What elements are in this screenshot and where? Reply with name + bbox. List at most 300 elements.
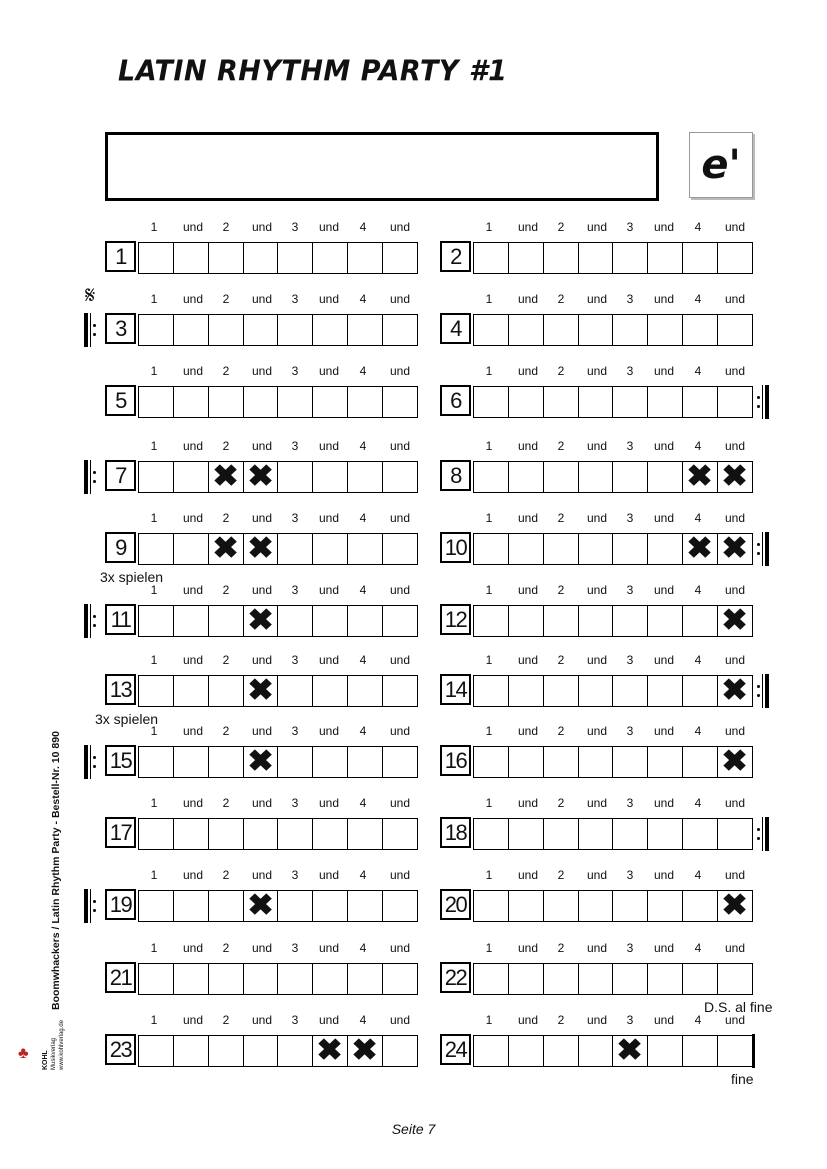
- beat-label: 2: [222, 868, 230, 882]
- beat-cell: [648, 315, 683, 345]
- beat-cell: [382, 534, 417, 564]
- repeat-start-sign: [84, 889, 98, 923]
- beat-cell: [313, 676, 348, 706]
- beat-label: 2: [222, 941, 230, 955]
- beat-cell: [209, 243, 244, 273]
- beat-cell: [278, 891, 313, 921]
- beat-cell: [139, 819, 174, 849]
- beat-label: und: [182, 653, 204, 667]
- beat-label: und: [182, 796, 204, 810]
- measure-18: [440, 796, 760, 856]
- measure-11: [105, 583, 425, 643]
- measure-number: 19: [105, 889, 136, 920]
- beat-cell: [578, 964, 613, 994]
- beat-label: und: [653, 364, 675, 378]
- beat-cell: [509, 387, 544, 417]
- beat-label: 4: [359, 796, 367, 810]
- beat-cell: [209, 315, 244, 345]
- beat-label: 2: [557, 292, 565, 306]
- beat-label: und: [318, 511, 340, 525]
- beat-label: und: [182, 583, 204, 597]
- beat-cell: [613, 676, 648, 706]
- beat-cell: [544, 676, 579, 706]
- beat-cell: [243, 819, 278, 849]
- beat-cell: [613, 606, 648, 636]
- beat-label: 4: [359, 583, 367, 597]
- beat-label: 2: [557, 439, 565, 453]
- beat-label: und: [318, 724, 340, 738]
- beat-label: 3: [626, 724, 634, 738]
- measure-number: 1: [105, 241, 136, 272]
- beat-label: und: [182, 511, 204, 525]
- beat-label: und: [251, 292, 273, 306]
- beat-cell: [717, 964, 752, 994]
- beat-label: 2: [557, 868, 565, 882]
- beat-label: 1: [485, 292, 493, 306]
- beat-label: 1: [150, 796, 158, 810]
- beat-grid: [473, 533, 753, 565]
- repeat-end-sign: [757, 817, 771, 851]
- beat-label: und: [389, 364, 411, 378]
- beat-label: 3: [291, 1013, 299, 1027]
- beat-label: 4: [359, 1013, 367, 1027]
- beat-label-row: [440, 292, 753, 308]
- beat-cell: [243, 964, 278, 994]
- beat-cell: [474, 676, 509, 706]
- beat-label: 1: [485, 511, 493, 525]
- beat-label: und: [586, 796, 608, 810]
- beat-label: und: [724, 511, 746, 525]
- beat-label: und: [318, 653, 340, 667]
- hit-x-icon: ✖: [686, 532, 713, 565]
- beat-cell: [717, 315, 752, 345]
- beat-label: und: [251, 653, 273, 667]
- beat-cell: [209, 891, 244, 921]
- beat-cell: [348, 964, 383, 994]
- beat-label: 4: [694, 868, 702, 882]
- beat-cell: [717, 534, 752, 564]
- beat-cell: [474, 891, 509, 921]
- measure-4: [440, 292, 760, 352]
- repeat-start-sign: [84, 460, 98, 494]
- beat-label: 1: [150, 1013, 158, 1027]
- page-title: LATIN RHYTHM PARTY #1: [118, 55, 508, 88]
- measure-2: [440, 220, 760, 280]
- beat-cell: [544, 387, 579, 417]
- beat-label: und: [182, 868, 204, 882]
- beat-label: und: [586, 364, 608, 378]
- beat-grid: [138, 386, 418, 418]
- beat-cell: [243, 534, 278, 564]
- beat-grid: [138, 1035, 418, 1067]
- hit-x-icon: ✖: [247, 745, 274, 778]
- beat-label: und: [389, 796, 411, 810]
- beat-label: 3: [291, 364, 299, 378]
- beat-cell: [648, 891, 683, 921]
- beat-label: und: [517, 653, 539, 667]
- beat-label: und: [586, 941, 608, 955]
- beat-cell: [509, 747, 544, 777]
- measure-number: 11: [105, 604, 136, 635]
- beat-label: und: [586, 511, 608, 525]
- hit-x-icon: ✖: [351, 1034, 378, 1067]
- beat-label: und: [389, 724, 411, 738]
- hit-x-icon: ✖: [247, 460, 274, 493]
- beat-cell: [544, 747, 579, 777]
- beat-cell: [717, 891, 752, 921]
- beat-label: und: [586, 292, 608, 306]
- hit-x-icon: ✖: [247, 604, 274, 637]
- beat-cell: [544, 606, 579, 636]
- beat-label: 1: [485, 724, 493, 738]
- measure-number: 24: [440, 1034, 471, 1065]
- beat-label: und: [653, 439, 675, 453]
- beat-cell: [139, 315, 174, 345]
- beat-cell: [313, 891, 348, 921]
- beat-label: und: [389, 653, 411, 667]
- beat-cell: [578, 676, 613, 706]
- beat-label-row: [105, 292, 418, 308]
- publisher-sub: Musikverlag: [51, 1037, 57, 1070]
- repeat-end-sign: [757, 532, 771, 566]
- beat-cell: [474, 243, 509, 273]
- beat-label: 2: [222, 511, 230, 525]
- beat-label: und: [251, 583, 273, 597]
- beat-cell: [348, 462, 383, 492]
- beat-cell: [544, 315, 579, 345]
- beat-cell: [139, 964, 174, 994]
- beat-cell: [243, 315, 278, 345]
- beat-label: und: [251, 511, 273, 525]
- beat-cell: [648, 606, 683, 636]
- beat-grid: [138, 533, 418, 565]
- beat-label: und: [251, 1013, 273, 1027]
- beat-grid: [473, 605, 753, 637]
- beat-label: 4: [359, 511, 367, 525]
- beat-label: 3: [626, 439, 634, 453]
- beat-cell: [613, 964, 648, 994]
- beat-label-row: [105, 1013, 418, 1029]
- beat-grid: [473, 242, 753, 274]
- beat-label: 3: [626, 364, 634, 378]
- beat-grid: [473, 818, 753, 850]
- hit-x-icon: ✖: [616, 1034, 644, 1067]
- beat-cell: [578, 315, 613, 345]
- beat-label: und: [389, 868, 411, 882]
- beat-grid: [473, 890, 753, 922]
- beat-grid: [473, 746, 753, 778]
- measure-19: [105, 868, 425, 928]
- beat-cell: [139, 462, 174, 492]
- publisher-logo: [18, 1000, 66, 1070]
- beat-cell: [209, 1036, 244, 1066]
- beat-cell: [174, 462, 209, 492]
- beat-cell: [578, 1036, 613, 1066]
- beat-label: 2: [557, 583, 565, 597]
- measure-13: [105, 653, 425, 713]
- beat-label: und: [653, 220, 675, 234]
- beat-cell: [174, 1036, 209, 1066]
- beat-label: 4: [694, 724, 702, 738]
- beat-label: 4: [694, 511, 702, 525]
- beat-cell: [348, 534, 383, 564]
- beat-label-row: [105, 220, 418, 236]
- beat-label: und: [251, 220, 273, 234]
- beat-label: und: [318, 364, 340, 378]
- beat-label: und: [389, 583, 411, 597]
- beat-label: und: [251, 724, 273, 738]
- measure-6: [440, 364, 760, 424]
- beat-cell: [578, 606, 613, 636]
- beat-label: 3: [291, 724, 299, 738]
- beat-cell: [544, 462, 579, 492]
- beat-cell: [174, 964, 209, 994]
- beat-label: und: [653, 724, 675, 738]
- beat-cell: [139, 891, 174, 921]
- beat-grid: [138, 314, 418, 346]
- beat-cell: [313, 315, 348, 345]
- measure-17: [105, 796, 425, 856]
- beat-grid: [138, 605, 418, 637]
- beat-label: 1: [150, 724, 158, 738]
- beat-cell: [382, 606, 417, 636]
- hit-x-icon: ✖: [721, 604, 748, 637]
- beat-grid: [473, 963, 753, 995]
- note-label: e': [689, 132, 753, 198]
- beat-label-row: [440, 724, 753, 740]
- beat-cell: [313, 1036, 348, 1066]
- beat-cell: [683, 387, 718, 417]
- measure-number: 13: [105, 674, 136, 705]
- beat-label: 3: [291, 868, 299, 882]
- beat-label: 2: [222, 292, 230, 306]
- beat-cell: [139, 676, 174, 706]
- beat-cell: [509, 891, 544, 921]
- beat-label: und: [182, 1013, 204, 1027]
- beat-cell: [209, 819, 244, 849]
- beat-label: und: [724, 796, 746, 810]
- measure-16: [440, 724, 760, 784]
- beat-label: 2: [557, 724, 565, 738]
- beat-cell: [648, 964, 683, 994]
- beat-cell: [613, 243, 648, 273]
- measure-number: 20: [440, 889, 471, 920]
- beat-label-row: [105, 439, 418, 455]
- measure-24: [440, 1013, 760, 1073]
- measure-number: 18: [440, 817, 471, 848]
- beat-label: 2: [557, 796, 565, 810]
- beat-cell: [683, 747, 718, 777]
- beat-label: und: [517, 511, 539, 525]
- beat-cell: [509, 606, 544, 636]
- beat-label: 4: [694, 439, 702, 453]
- beat-cell: [544, 891, 579, 921]
- beat-label: und: [724, 364, 746, 378]
- beat-cell: [209, 606, 244, 636]
- measure-number: 14: [440, 674, 471, 705]
- beat-label: 4: [359, 220, 367, 234]
- beat-cell: [717, 243, 752, 273]
- beat-label: und: [724, 1013, 746, 1027]
- beat-cell: [209, 964, 244, 994]
- beat-label: und: [586, 220, 608, 234]
- beat-label: und: [653, 796, 675, 810]
- beat-cell: [382, 1036, 417, 1066]
- beat-label: 2: [222, 1013, 230, 1027]
- beat-grid: [473, 1035, 753, 1067]
- measure-23: [105, 1013, 425, 1073]
- beat-label: und: [182, 439, 204, 453]
- beat-label: 2: [222, 439, 230, 453]
- beat-label: 3: [626, 583, 634, 597]
- beat-cell: [209, 747, 244, 777]
- hit-x-icon: ✖: [686, 460, 713, 493]
- beat-cell: [348, 315, 383, 345]
- measure-3: [105, 292, 425, 352]
- beat-cell: [509, 1036, 544, 1066]
- beat-cell: [578, 387, 613, 417]
- final-barline: [752, 1034, 755, 1068]
- beat-cell: [578, 243, 613, 273]
- beat-cell: [683, 1036, 718, 1066]
- beat-cell: [348, 891, 383, 921]
- beat-label-row: [105, 796, 418, 812]
- beat-cell: [578, 534, 613, 564]
- beat-cell: [648, 534, 683, 564]
- measure-number: 15: [105, 745, 136, 776]
- measure-number: 21: [105, 962, 136, 993]
- beat-label: 4: [694, 220, 702, 234]
- beat-label-row: [440, 583, 753, 599]
- beat-label: 1: [150, 511, 158, 525]
- repeat-start-sign: [84, 313, 98, 347]
- beat-label-row: [440, 653, 753, 669]
- beat-cell: [474, 534, 509, 564]
- beat-label: und: [251, 439, 273, 453]
- hit-x-icon: ✖: [721, 532, 748, 565]
- beat-label: 1: [150, 653, 158, 667]
- beat-label: und: [586, 868, 608, 882]
- measure-number: 3: [105, 313, 136, 344]
- repeat-start-sign: [84, 604, 98, 638]
- beat-label: und: [653, 511, 675, 525]
- beat-cell: [278, 964, 313, 994]
- page-footer: Seite 7: [391, 1121, 436, 1137]
- beat-label: und: [318, 292, 340, 306]
- beat-label: 1: [485, 868, 493, 882]
- beat-label: und: [517, 868, 539, 882]
- beat-cell: [717, 1036, 752, 1066]
- beat-grid: [138, 242, 418, 274]
- beat-label: 3: [626, 653, 634, 667]
- beat-label: 1: [485, 220, 493, 234]
- beat-label-row: [105, 653, 418, 669]
- beat-label: und: [724, 292, 746, 306]
- beat-cell: [509, 534, 544, 564]
- beat-cell: [717, 387, 752, 417]
- beat-cell: [243, 606, 278, 636]
- beat-cell: [509, 243, 544, 273]
- beat-grid: [138, 675, 418, 707]
- beat-cell: [174, 747, 209, 777]
- beat-label: und: [251, 796, 273, 810]
- beat-label: und: [653, 1013, 675, 1027]
- beat-cell: [382, 387, 417, 417]
- beat-cell: [174, 315, 209, 345]
- beat-cell: [174, 534, 209, 564]
- beat-label: und: [318, 868, 340, 882]
- beat-cell: [474, 747, 509, 777]
- beat-label: 2: [222, 653, 230, 667]
- beat-cell: [474, 387, 509, 417]
- beat-cell: [139, 243, 174, 273]
- beat-cell: [348, 387, 383, 417]
- beat-cell: [243, 1036, 278, 1066]
- beat-cell: [474, 462, 509, 492]
- beat-cell: [509, 315, 544, 345]
- hit-x-icon: ✖: [721, 674, 748, 707]
- beat-label: und: [724, 583, 746, 597]
- beat-cell: [717, 462, 752, 492]
- beat-cell: [348, 1036, 383, 1066]
- measure-9: [105, 511, 425, 571]
- beat-label: und: [182, 220, 204, 234]
- measure-number: 7: [105, 460, 136, 491]
- beat-label: 4: [694, 1013, 702, 1027]
- measure-1: [105, 220, 425, 280]
- beat-cell: [382, 676, 417, 706]
- beat-label: und: [724, 724, 746, 738]
- beat-cell: [313, 534, 348, 564]
- beat-label: und: [318, 941, 340, 955]
- beat-cell: [313, 387, 348, 417]
- beat-cell: [648, 243, 683, 273]
- beat-label: 2: [557, 220, 565, 234]
- measure-8: [440, 439, 760, 499]
- beat-grid: [138, 963, 418, 995]
- beat-label: und: [724, 220, 746, 234]
- beat-cell: [544, 1036, 579, 1066]
- beat-cell: [243, 676, 278, 706]
- beat-grid: [138, 818, 418, 850]
- beat-cell: [313, 462, 348, 492]
- beat-label: 1: [485, 364, 493, 378]
- beat-cell: [382, 747, 417, 777]
- beat-label: und: [586, 439, 608, 453]
- measure-21: [105, 941, 425, 1001]
- beat-label-row: [105, 583, 418, 599]
- beat-label-row: [440, 868, 753, 884]
- hit-x-icon: ✖: [721, 745, 748, 778]
- beat-label: und: [389, 511, 411, 525]
- beat-cell: [174, 676, 209, 706]
- beat-label: und: [653, 292, 675, 306]
- beat-cell: [278, 387, 313, 417]
- beat-label: 3: [626, 292, 634, 306]
- beat-label: 4: [359, 439, 367, 453]
- side-order-number: Boomwhackers / Latin Rhythm Party - Bestell-Nr. 10 890: [50, 731, 62, 1010]
- beat-cell: [474, 1036, 509, 1066]
- beat-label: und: [318, 439, 340, 453]
- measure-number: 5: [105, 385, 136, 416]
- beat-cell: [243, 387, 278, 417]
- beat-cell: [278, 534, 313, 564]
- measure-number: 16: [440, 745, 471, 776]
- beat-cell: [313, 819, 348, 849]
- beat-label: 1: [150, 941, 158, 955]
- beat-label: und: [251, 868, 273, 882]
- beat-cell: [717, 819, 752, 849]
